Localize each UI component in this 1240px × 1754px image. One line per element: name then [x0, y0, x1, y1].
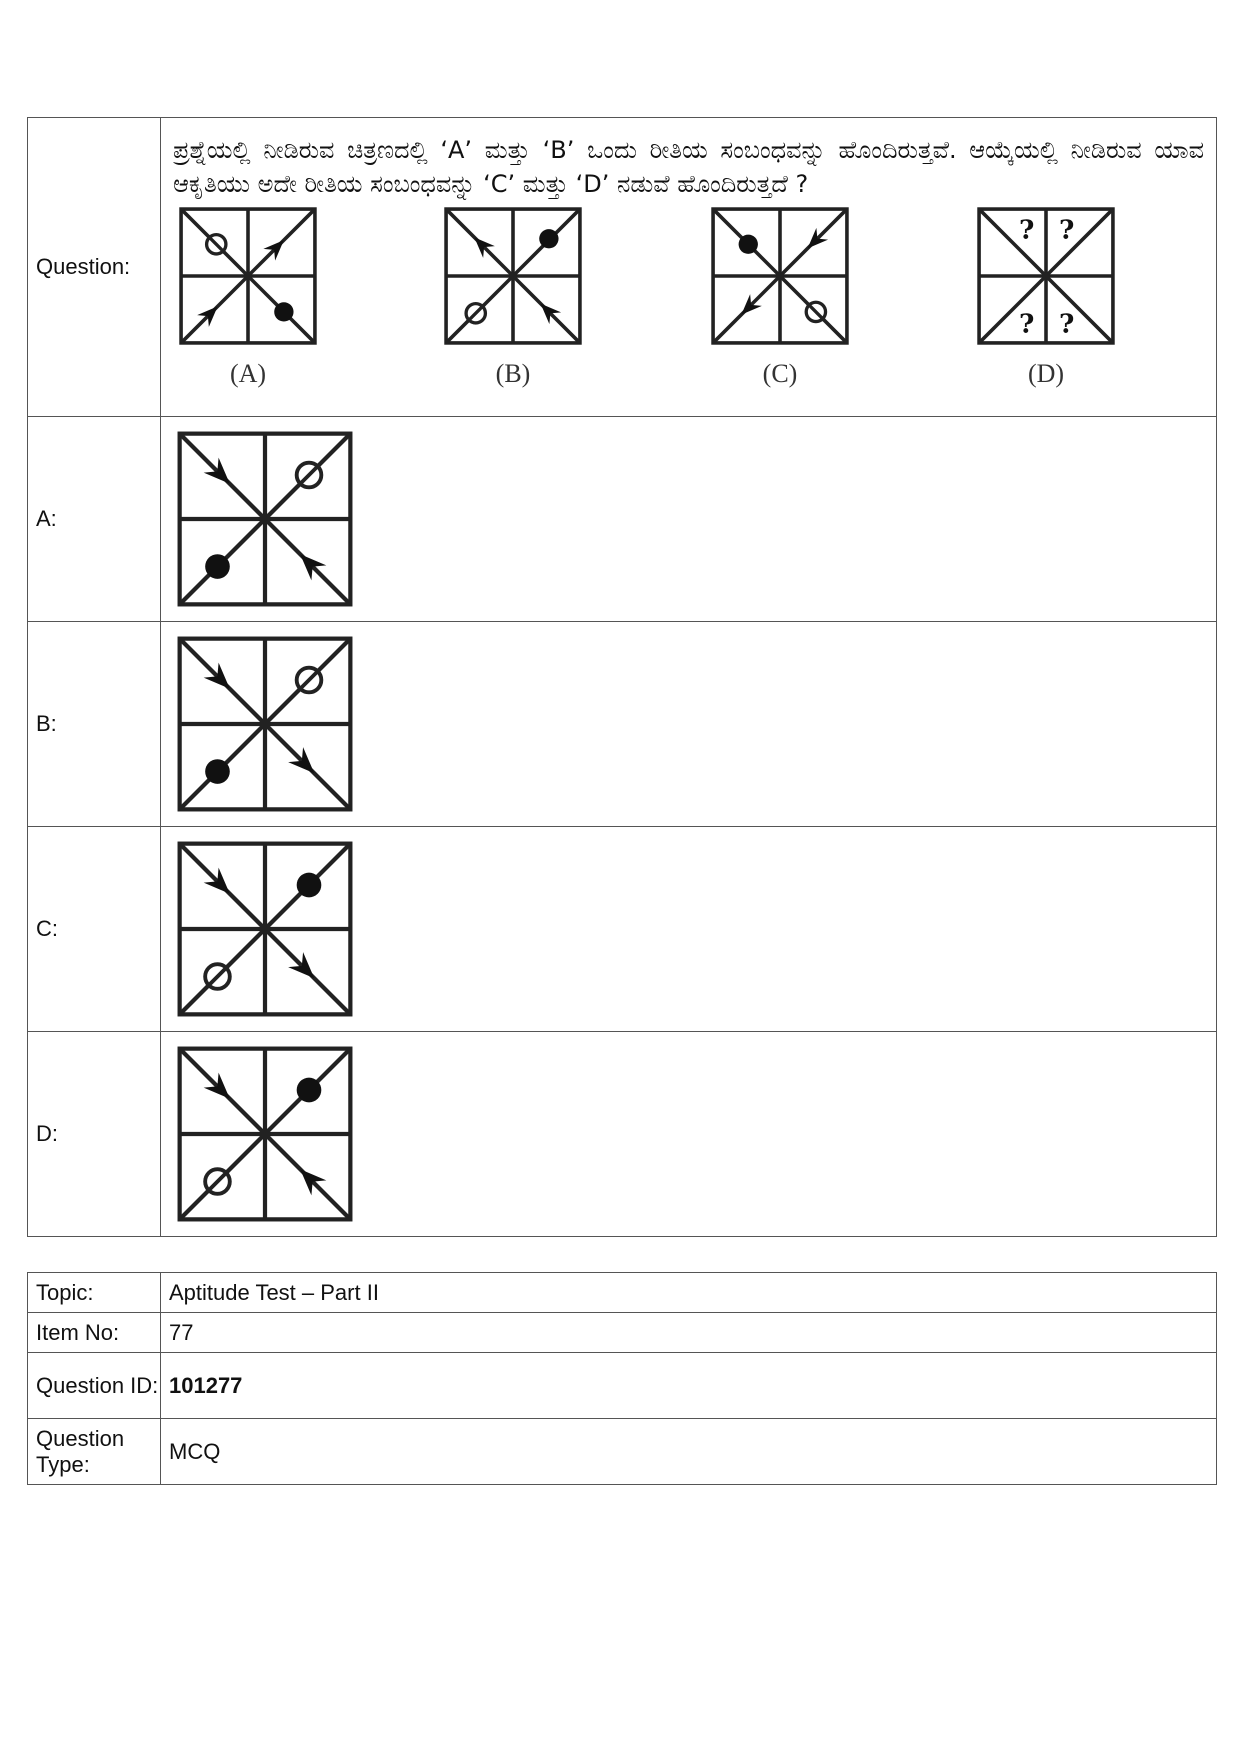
option-c-figure[interactable] — [177, 841, 353, 1017]
question-row — [28, 118, 1217, 417]
topic-value: Aptitude Test – Part II — [161, 1273, 1217, 1313]
item-no-row — [28, 1313, 1217, 1353]
question-id-label: Question ID: — [28, 1353, 161, 1419]
option-d-drawing — [177, 1046, 353, 1222]
question-content — [161, 118, 1217, 417]
question-type-label: Question Type: — [28, 1419, 161, 1485]
open-circle-icon — [205, 964, 230, 989]
question-mark: ? — [1018, 214, 1035, 246]
option-d-label: D: — [28, 1032, 161, 1237]
question-id-row — [28, 1353, 1217, 1419]
figure-d-caption: (D) — [1027, 359, 1065, 388]
figure-c — [711, 207, 849, 389]
figure-b-drawing — [444, 207, 582, 345]
open-circle-icon — [297, 668, 322, 693]
question-mark: ? — [1018, 308, 1035, 340]
figure-c-caption: (C) — [762, 359, 798, 388]
filled-circle-icon — [205, 759, 230, 784]
question-mark: ? — [1059, 308, 1075, 340]
question-mark: ? — [1059, 214, 1075, 246]
question-label: Question: — [28, 118, 161, 417]
filled-circle-icon — [205, 554, 230, 579]
open-circle-icon — [205, 1169, 230, 1194]
figure-a-drawing — [179, 207, 317, 345]
option-row-b[interactable] — [28, 622, 1217, 827]
option-a-figure[interactable] — [177, 431, 353, 607]
question-type-row — [28, 1419, 1217, 1485]
figure-d — [977, 207, 1115, 389]
question-type-value: MCQ — [161, 1419, 1217, 1485]
filled-circle-icon — [539, 229, 558, 248]
figure-a-caption: (A) — [229, 359, 267, 388]
option-a-content[interactable] — [161, 417, 1217, 622]
option-c-drawing — [177, 841, 353, 1017]
filled-circle-icon — [739, 235, 758, 254]
open-circle-icon — [297, 463, 322, 488]
option-c-label: C: — [28, 827, 161, 1032]
option-a-label: A: — [28, 417, 161, 622]
figure-c-drawing — [711, 207, 849, 345]
option-row-c[interactable] — [28, 827, 1217, 1032]
open-circle-icon — [466, 304, 485, 323]
option-b-label: B: — [28, 622, 161, 827]
question-figures — [161, 201, 1216, 411]
figure-a — [179, 207, 317, 389]
filled-circle-icon — [274, 302, 293, 321]
question-table — [27, 117, 1217, 1237]
question-stem: ಪ್ರಶ್ನೆಯಲ್ಲಿ ನೀಡಿರುವ ಚಿತ್ರಣದಲ್ಲಿ ‘A’ ಮತ್ತು ‘B’ ಒಂದು ರೀತಿಯ ಸಂಬಂಧವನ್ನು ಹೊಂದಿರುತ್ತವೆ. ಆಯ್ಕೆಯಲ್ಲಿ ನೀಡಿರುವ ಯಾವ ಆಕೃತಿಯು ಅದೇ ರೀತಿಯ ಸಂಬಂಧವನ್ನು ‘C’ ಮತ್ತು ‘D’ ನಡುವೆ ಹೊಂದಿರುತ್ತದೆ ? — [173, 136, 1204, 198]
item-no-label: Item No: — [28, 1313, 161, 1353]
option-c-content[interactable] — [161, 827, 1217, 1032]
option-row-a[interactable] — [28, 417, 1217, 622]
topic-row — [28, 1273, 1217, 1313]
option-row-d[interactable] — [28, 1032, 1217, 1237]
figure-d-drawing — [977, 207, 1115, 345]
figure-b-caption: (B) — [495, 359, 531, 388]
question-id-value: 101277 — [161, 1353, 1217, 1419]
item-no-value: 77 — [161, 1313, 1217, 1353]
open-circle-icon — [207, 235, 226, 254]
option-d-content[interactable] — [161, 1032, 1217, 1237]
option-b-content[interactable] — [161, 622, 1217, 827]
option-a-drawing — [177, 431, 353, 607]
meta-table — [27, 1272, 1217, 1485]
open-circle-icon — [806, 302, 825, 321]
option-b-drawing — [177, 636, 353, 812]
filled-circle-icon — [297, 873, 322, 898]
filled-circle-icon — [297, 1078, 322, 1103]
figure-b — [444, 207, 582, 389]
option-d-figure[interactable] — [177, 1046, 353, 1222]
option-b-figure[interactable] — [177, 636, 353, 812]
topic-label: Topic: — [28, 1273, 161, 1313]
